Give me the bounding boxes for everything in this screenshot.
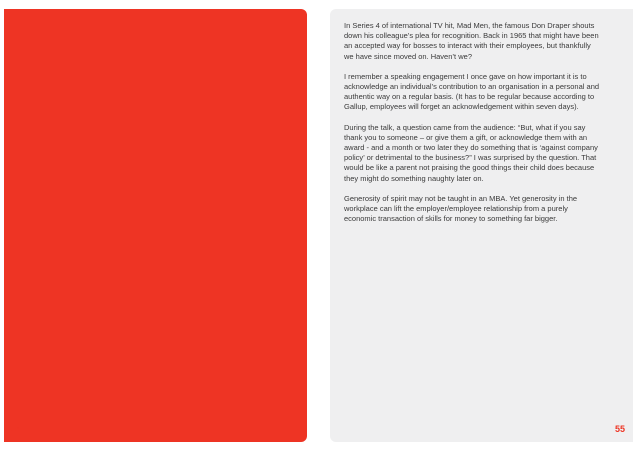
paragraph-1: In Series 4 of international TV hit, Mad Men, the famous Don Draper shouts down his colleague’s plea for recognition. Back in 1965 that might have been an accepted way for bosses to interact with their employees, but thankfully we have since moved on. Haven’t we? xyxy=(344,21,599,61)
right-page xyxy=(330,9,633,442)
left-page-red-panel xyxy=(4,9,307,442)
page-number-right: 55 xyxy=(614,424,625,434)
article-body xyxy=(344,21,600,224)
paragraph-4: Generosity of spirit may not be taught in an MBA. Yet generosity in the workplace can lift the employer/employee relationship from a purely economic transaction of skills for money to something far bigger. xyxy=(344,193,578,224)
page-number-left: 54 xyxy=(11,424,22,434)
paragraph-3: During the talk, a question came from the audience: “But, what if you say thank you to someone – or give them a gift, or acknowledge them with an award - and a month or two later they do something that is ‘against company policy’ or detrimental to the business?” I was surprised by the question. That would be like a parent not praising the good things their child does because they might do something naughty later on. xyxy=(344,122,598,183)
paragraph-2: I remember a speaking engagement I once gave on how important it is to acknowledge an individual’s contribution to an organisation in a personal and authentic way on a regular basis. (It has to be regular because according to Gallup, employees will forget an acknowledgement within seven days). xyxy=(344,71,600,112)
